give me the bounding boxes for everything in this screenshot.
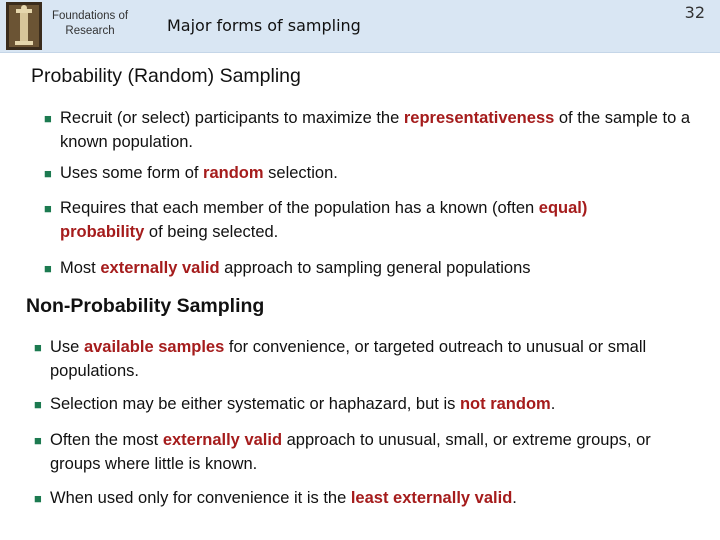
square-bullet-icon: ■ xyxy=(34,397,42,412)
page-number: 32 xyxy=(684,3,705,22)
square-bullet-icon: ■ xyxy=(44,261,52,276)
square-bullet-icon: ■ xyxy=(44,166,52,181)
bullet-item: ■ Most externally valid approach to sampling general populations xyxy=(44,256,694,280)
square-bullet-icon: ■ xyxy=(34,433,42,448)
section-title-non-probability: Non-Probability Sampling xyxy=(26,295,265,317)
slide-topic: Major forms of sampling xyxy=(167,16,361,35)
bullet-item: ■ When used only for convenience it is the least externally valid. xyxy=(34,486,704,510)
slide-header xyxy=(0,0,720,53)
bullet-item: ■ Recruit (or select) participants to maximize the representativeness of the sample to a known population. xyxy=(44,109,691,151)
square-bullet-icon: ■ xyxy=(44,201,52,216)
square-bullet-icon: ■ xyxy=(34,491,42,506)
course-title: Foundations of Research xyxy=(51,10,129,37)
square-bullet-icon: ■ xyxy=(44,111,52,126)
square-bullet-icon: ■ xyxy=(34,340,42,355)
column-statue-icon xyxy=(6,2,42,50)
bullet-item: ■ Selection may be either systematic or haphazard, but is not random. xyxy=(34,392,704,416)
section-title-probability: Probability (Random) Sampling xyxy=(31,65,301,87)
bullet-item: ■ Requires that each member of the population has a known (often equal) probability of being selected. xyxy=(44,199,588,241)
bullet-item: ■ Often the most externally valid approach to unusual, small, or extreme groups, or groups where little is known. xyxy=(34,431,651,473)
bullet-item: ■ Uses some form of random selection. xyxy=(44,161,694,185)
bullet-item: ■ Use available samples for convenience, or targeted outreach to unusual or small populations. xyxy=(34,338,647,380)
